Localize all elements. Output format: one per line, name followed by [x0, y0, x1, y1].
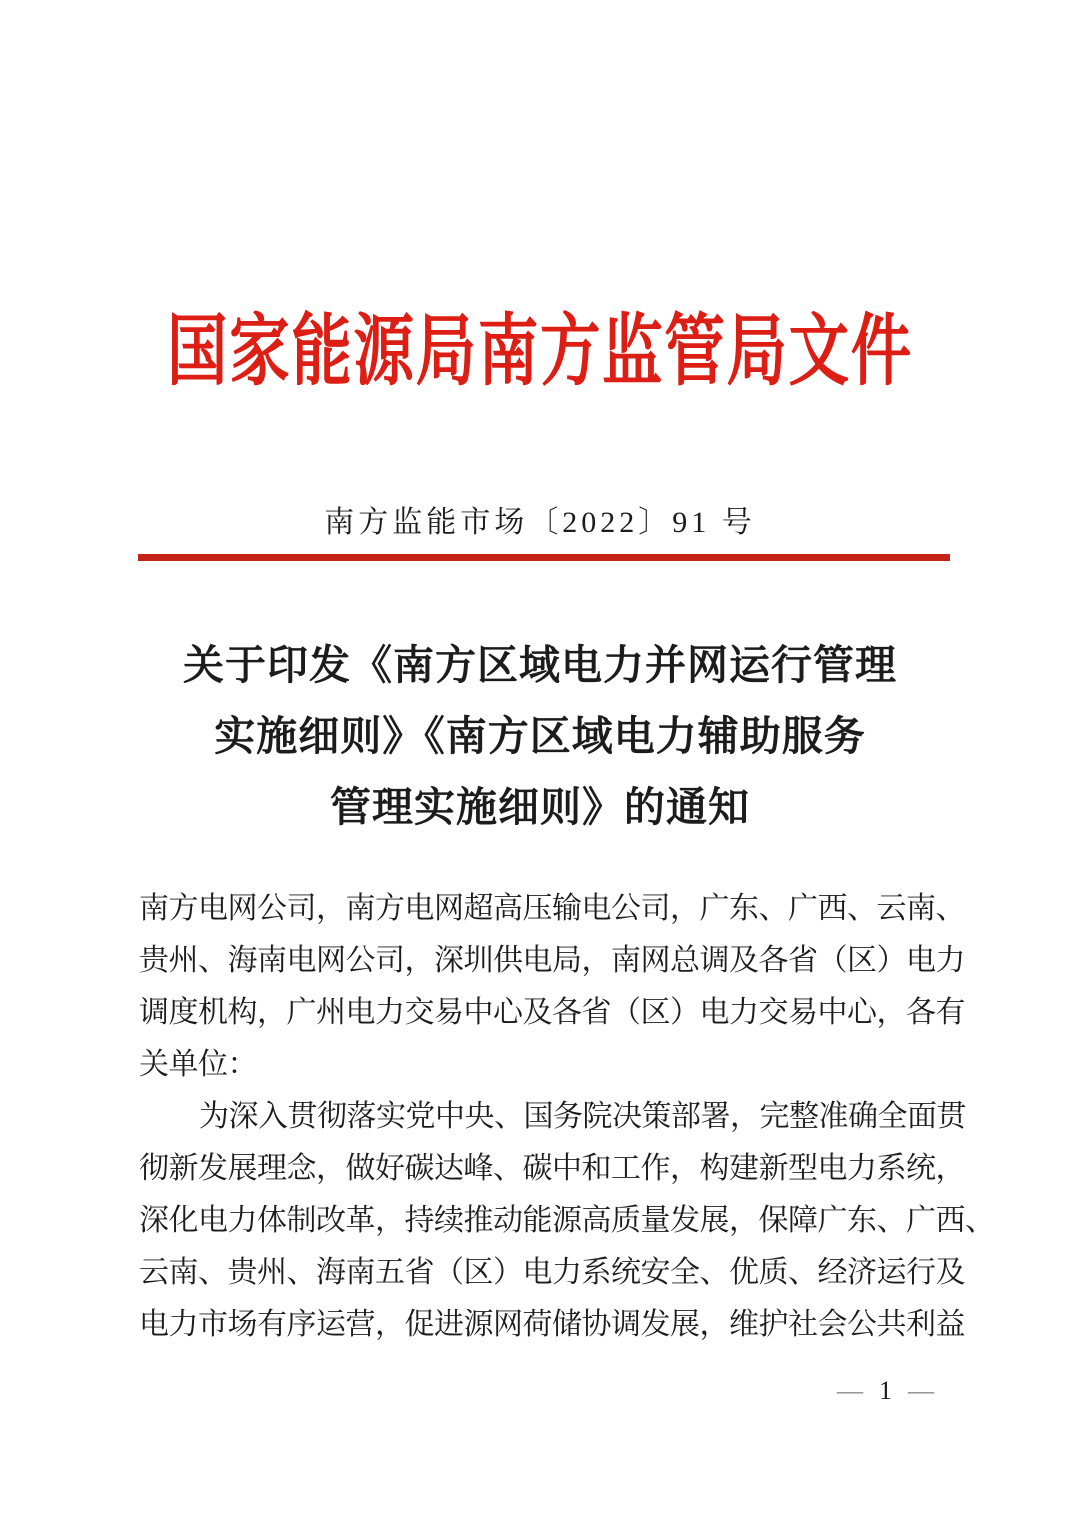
- body-line: 南方电网公司，南方电网超高压输电公司，广东、广西、云南、: [139, 892, 965, 925]
- body-line: 云南、贵州、海南五省（区）电力系统安全、优质、经济运行及: [139, 1256, 965, 1289]
- title-line: 实施细则》《南方区域电力辅助服务: [214, 713, 866, 759]
- agency-header: [0, 288, 1080, 395]
- red-divider-rule: [138, 554, 950, 561]
- agency-header-text: 国家能源局南方监管局文件: [167, 308, 913, 395]
- body-line: 彻新发展理念，做好碳达峰、碳中和工作，构建新型电力系统，: [139, 1152, 965, 1185]
- body-line: 电力市场有序运营，促进源网荷储协调发展，维护社会公共利益: [139, 1308, 965, 1341]
- body-line: 贵州、海南电网公司，深圳供电局，南网总调及各省（区）电力: [139, 944, 965, 977]
- title-line: 管理实施细则》的通知: [330, 784, 750, 830]
- page-number-value: 1: [879, 1376, 894, 1405]
- document-title: [0, 630, 1080, 843]
- title-line: 关于印发《南方区域电力并网运行管理: [183, 642, 897, 688]
- page-number: [837, 1376, 936, 1406]
- document-body: [139, 883, 995, 1351]
- body-line: 关单位：: [139, 1048, 257, 1081]
- body-line: 调度机构，广州电力交易中心及各省（区）电力交易中心，各有: [139, 996, 965, 1029]
- page-number-dash-left: —: [837, 1376, 865, 1405]
- page-number-dash-right: —: [908, 1376, 936, 1405]
- body-line: 为深入贯彻落实党中央、国务院决策部署，完整准确全面贯: [199, 1100, 966, 1133]
- document-number: 南方监能市场〔2022〕91 号: [324, 506, 756, 539]
- body-line: 深化电力体制改革，持续推动能源高质量发展，保障广东、广西、: [139, 1204, 995, 1237]
